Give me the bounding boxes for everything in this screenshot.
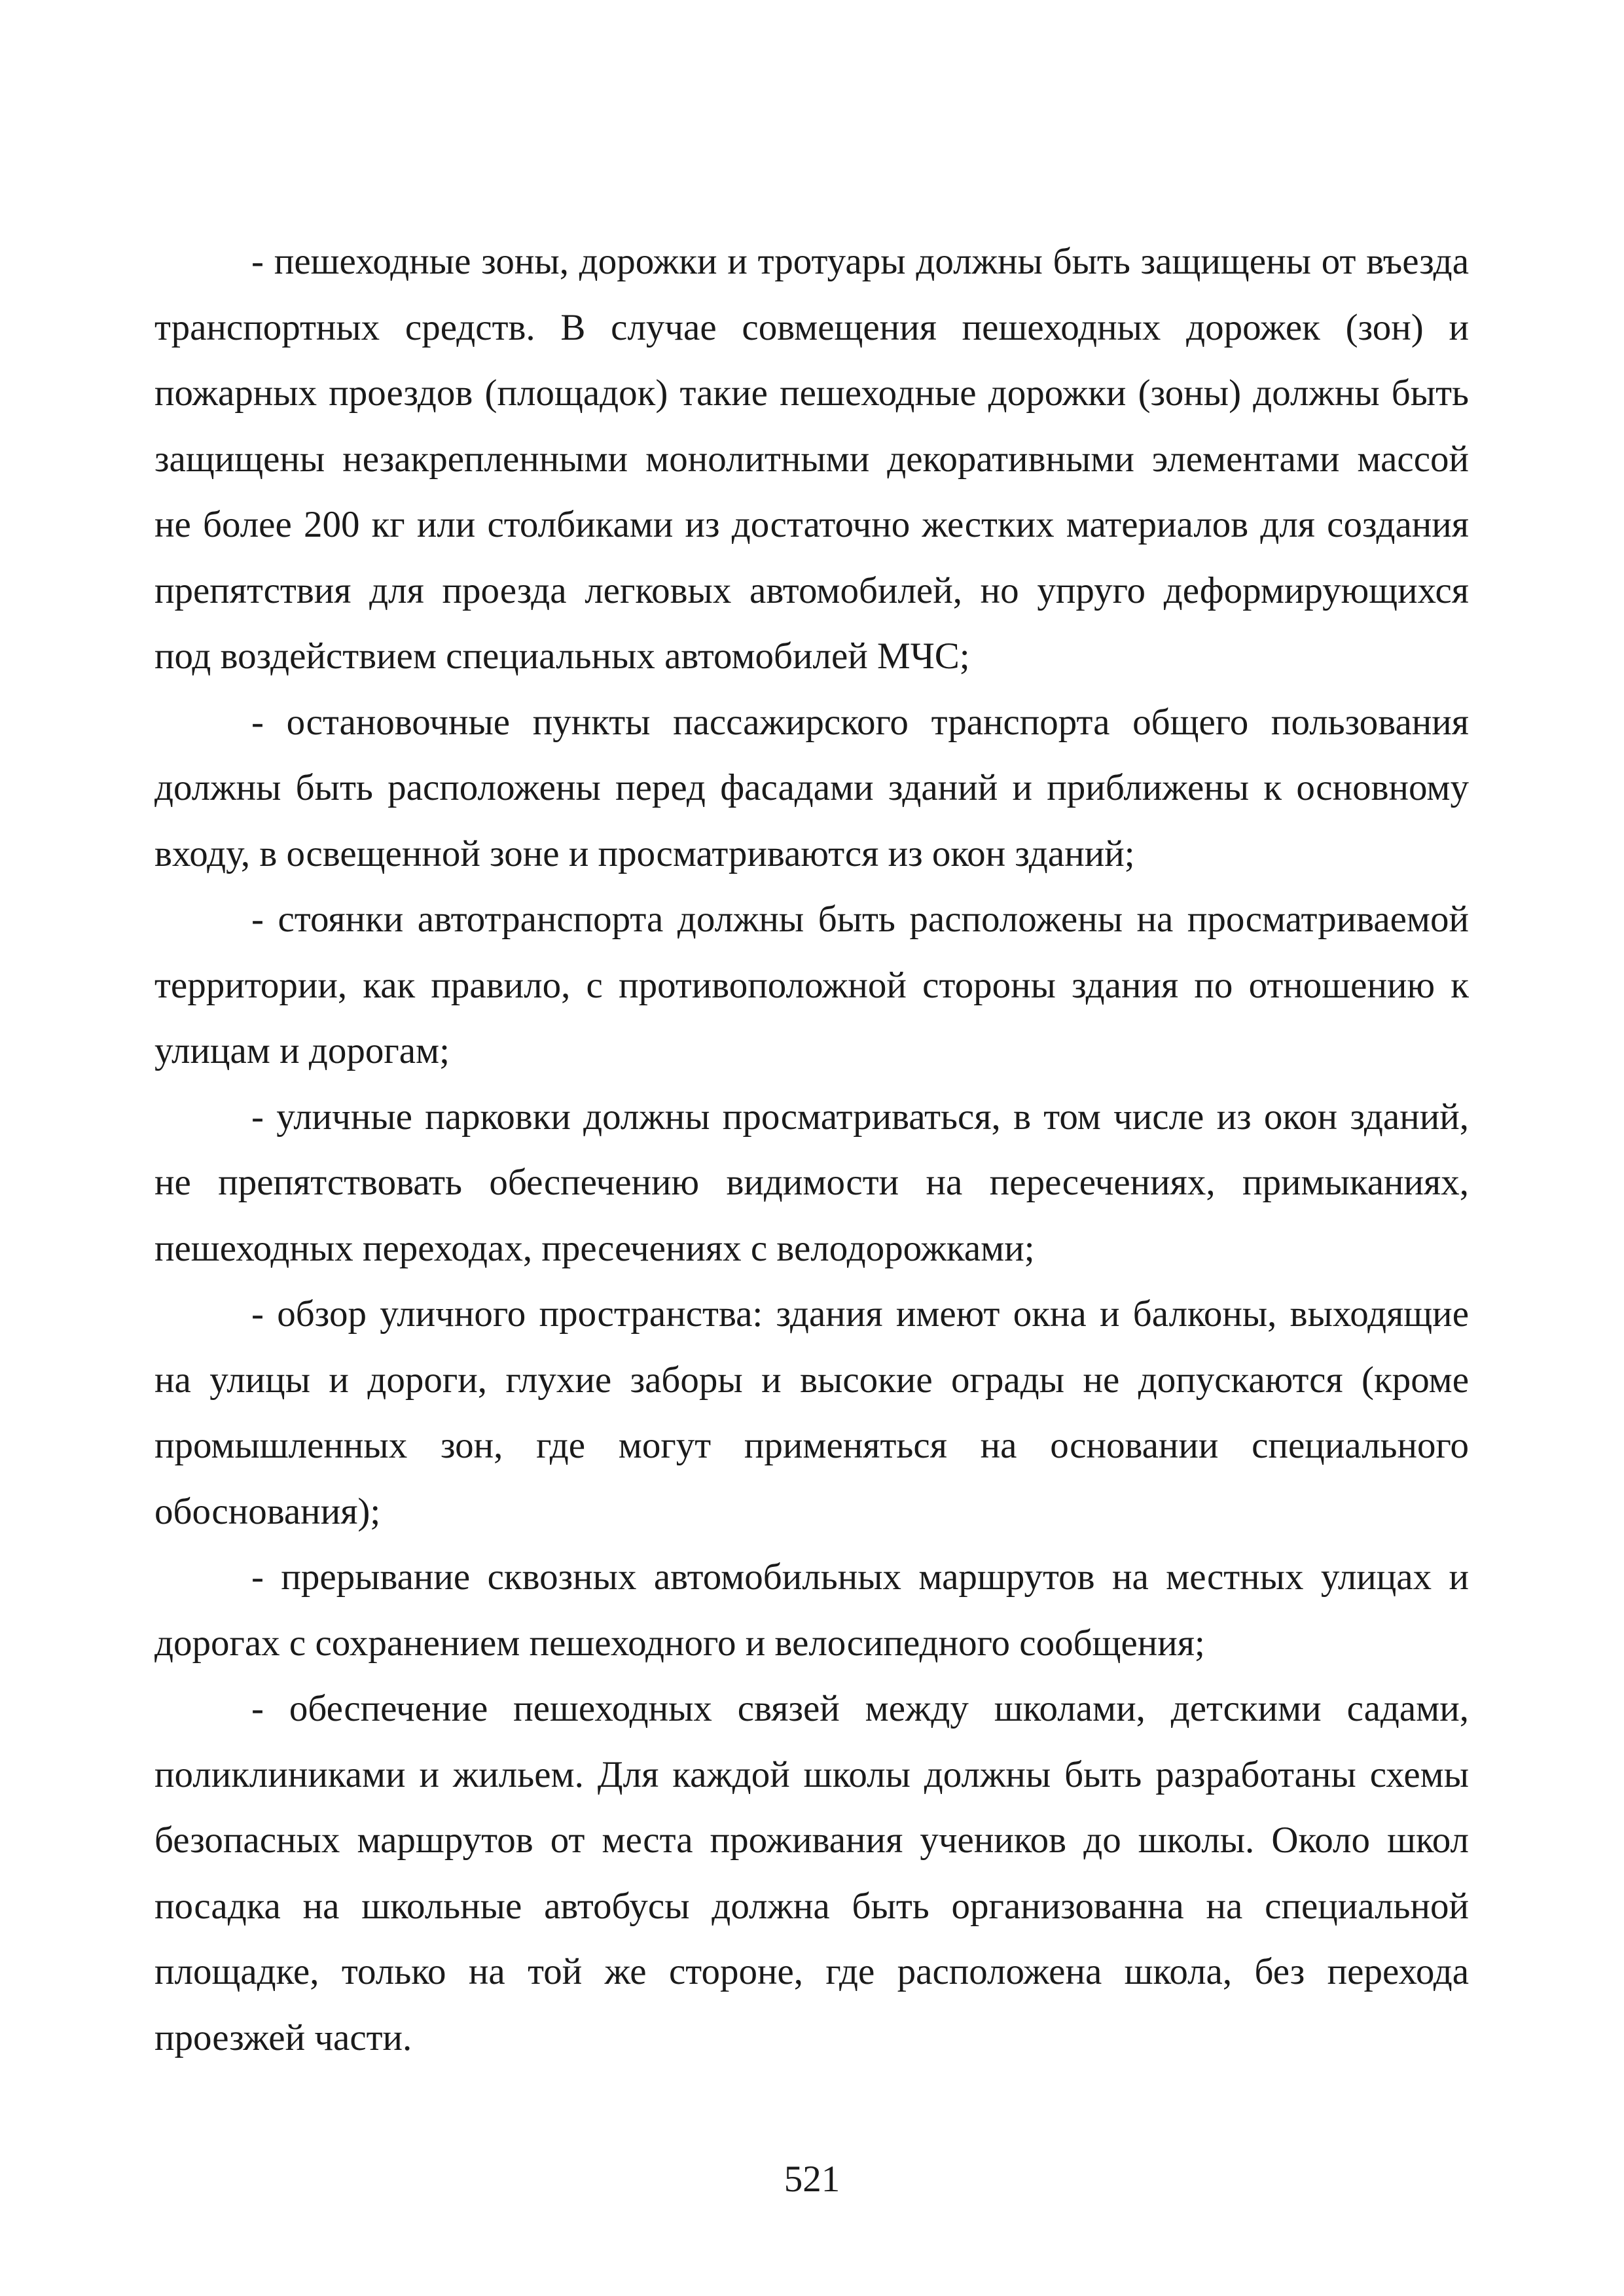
paragraph-street-parking: - уличные парковки должны просматриваться, в том числе из окон зданий, не препятствовать обеспечению видимости на пересечениях, примыканиях, пешеходных переходах, пресечениях с велодорожками; <box>154 1096 1469 1269</box>
paragraph-transit-stops: - остановочные пункты пассажирского транспорта общего пользования должны быть расположены перед фасадами зданий и приближены к основному входу, в освещенной зоне и просматриваются из окон зданий; <box>154 701 1469 874</box>
paragraph-school-links: - обеспечение пешеходных связей между школами, детскими садами, поликлиниками и жильем. Для каждой школы должны быть разработаны схемы безопасных маршрутов от места проживания учеников до школы. Около школ посадка на школьные автобусы должна быть организованна на специальной площадке, только на той же стороне, где расположена школа, без перехода проезжей части. <box>154 1688 1469 2058</box>
paragraph-pedestrian-zones: - пешеходные зоны, дорожки и тротуары должны быть защищены от въезда транспортных средств. В случае совмещения пешеходных дорожек (зон) и пожарных проездов (площадок) такие пешеходные дорожки (зоны) должны быть защищены незакрепленными монолитными декоративными элементами массой не более 200 кг или столбиками из достаточно жестких материалов для создания препятствия для проезда легковых автомобилей, но упруго деформирующихся под воздействием специальных автомобилей МЧС; <box>154 241 1469 677</box>
paragraph-through-routes: - прерывание сквозных автомобильных маршрутов на местных улицах и дорогах с сохранением пешеходного и велосипедного сообщения; <box>154 1556 1469 1664</box>
paragraph-street-overview: - обзор уличного пространства: здания имеют окна и балконы, выходящие на улицы и дороги, глухие заборы и высокие ограды не допускаются (кроме промышленных зон, где могут применяться на основании специального обоснования); <box>154 1293 1469 1532</box>
page-number: 521 <box>784 2159 840 2200</box>
paragraph-parking-lots: - стоянки автотранспорта должны быть расположены на просматриваемой территории, как правило, с противоположной стороны здания по отношению к улицам и дорогам; <box>154 899 1469 1071</box>
body-text <box>154 229 1469 2071</box>
